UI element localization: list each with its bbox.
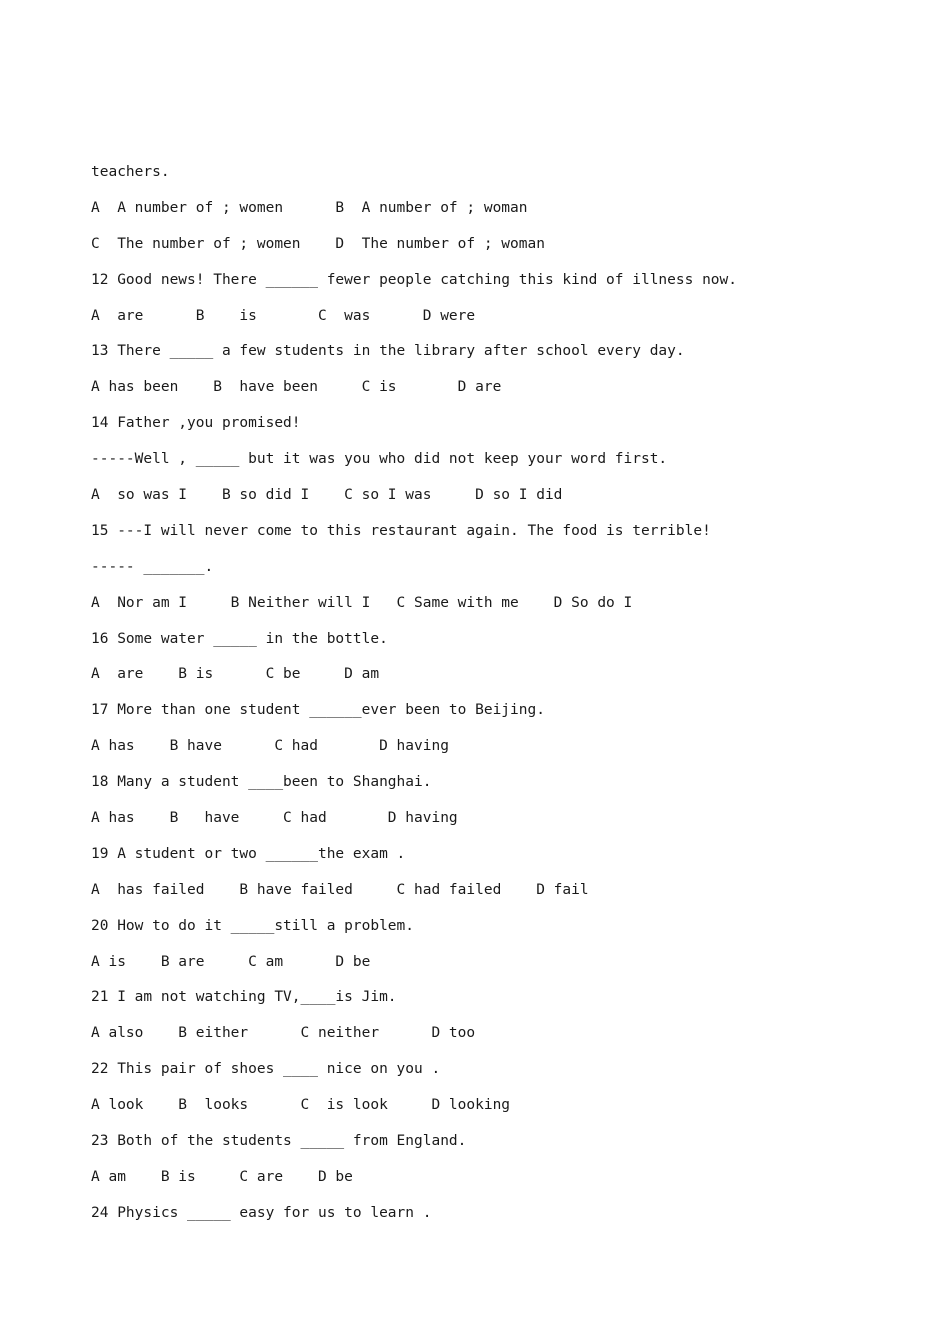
question-24: 24 Physics _____ easy for us to learn . [91, 1204, 432, 1221]
answer-options: A A number of ; women B A number of ; woman [91, 199, 528, 216]
answer-options: A are B is C be D am [91, 666, 380, 683]
text-line: teachers. [91, 164, 170, 180]
question-13: 13 There _____ a few students in the library after school every day. [91, 343, 685, 360]
answer-options: A has been B have been C is D are [91, 379, 502, 396]
question-15: 15 ---I will never come to this restaurant again. The food is terrible! [91, 522, 711, 539]
dialogue-line: ----- _______. [91, 558, 214, 575]
question-20: 20 How to do it _____still a problem. [91, 917, 415, 934]
question-12: 12 Good news! There ______ fewer people catching this kind of illness now. [91, 271, 738, 288]
answer-options: A is B are C am D be [91, 953, 371, 970]
document-body [91, 160, 891, 1237]
answer-options: A so was I B so did I C so I was D so I did [91, 487, 563, 504]
question-17: 17 More than one student ______ever been to Beijing. [91, 702, 545, 719]
answer-options: A are B is C was D were [91, 307, 476, 324]
question-22: 22 This pair of shoes ____ nice on you . [91, 1061, 441, 1078]
dialogue-line: -----Well , _____ but it was you who did not keep your word first. [91, 451, 668, 468]
answer-options: A am B is C are D be [91, 1168, 353, 1185]
question-19: 19 A student or two ______the exam . [91, 845, 406, 862]
question-16: 16 Some water _____ in the bottle. [91, 630, 388, 647]
question-18: 18 Many a student ____been to Shanghai. [91, 774, 432, 791]
answer-options: C The number of ; women D The number of ; woman [91, 235, 545, 252]
question-23: 23 Both of the students _____ from England. [91, 1133, 467, 1150]
answer-options: A has B have C had D having [91, 810, 458, 827]
answer-options: A Nor am I B Neither will I C Same with me D So do I [91, 594, 633, 611]
answer-options: A has B have C had D having [91, 738, 449, 755]
answer-options: A has failed B have failed C had failed D fail [91, 881, 589, 898]
answer-options: A look B looks C is look D looking [91, 1097, 511, 1114]
question-21: 21 I am not watching TV,____is Jim. [91, 989, 397, 1006]
answer-options: A also B either C neither D too [91, 1025, 476, 1042]
question-14: 14 Father ,you promised! [91, 415, 301, 432]
